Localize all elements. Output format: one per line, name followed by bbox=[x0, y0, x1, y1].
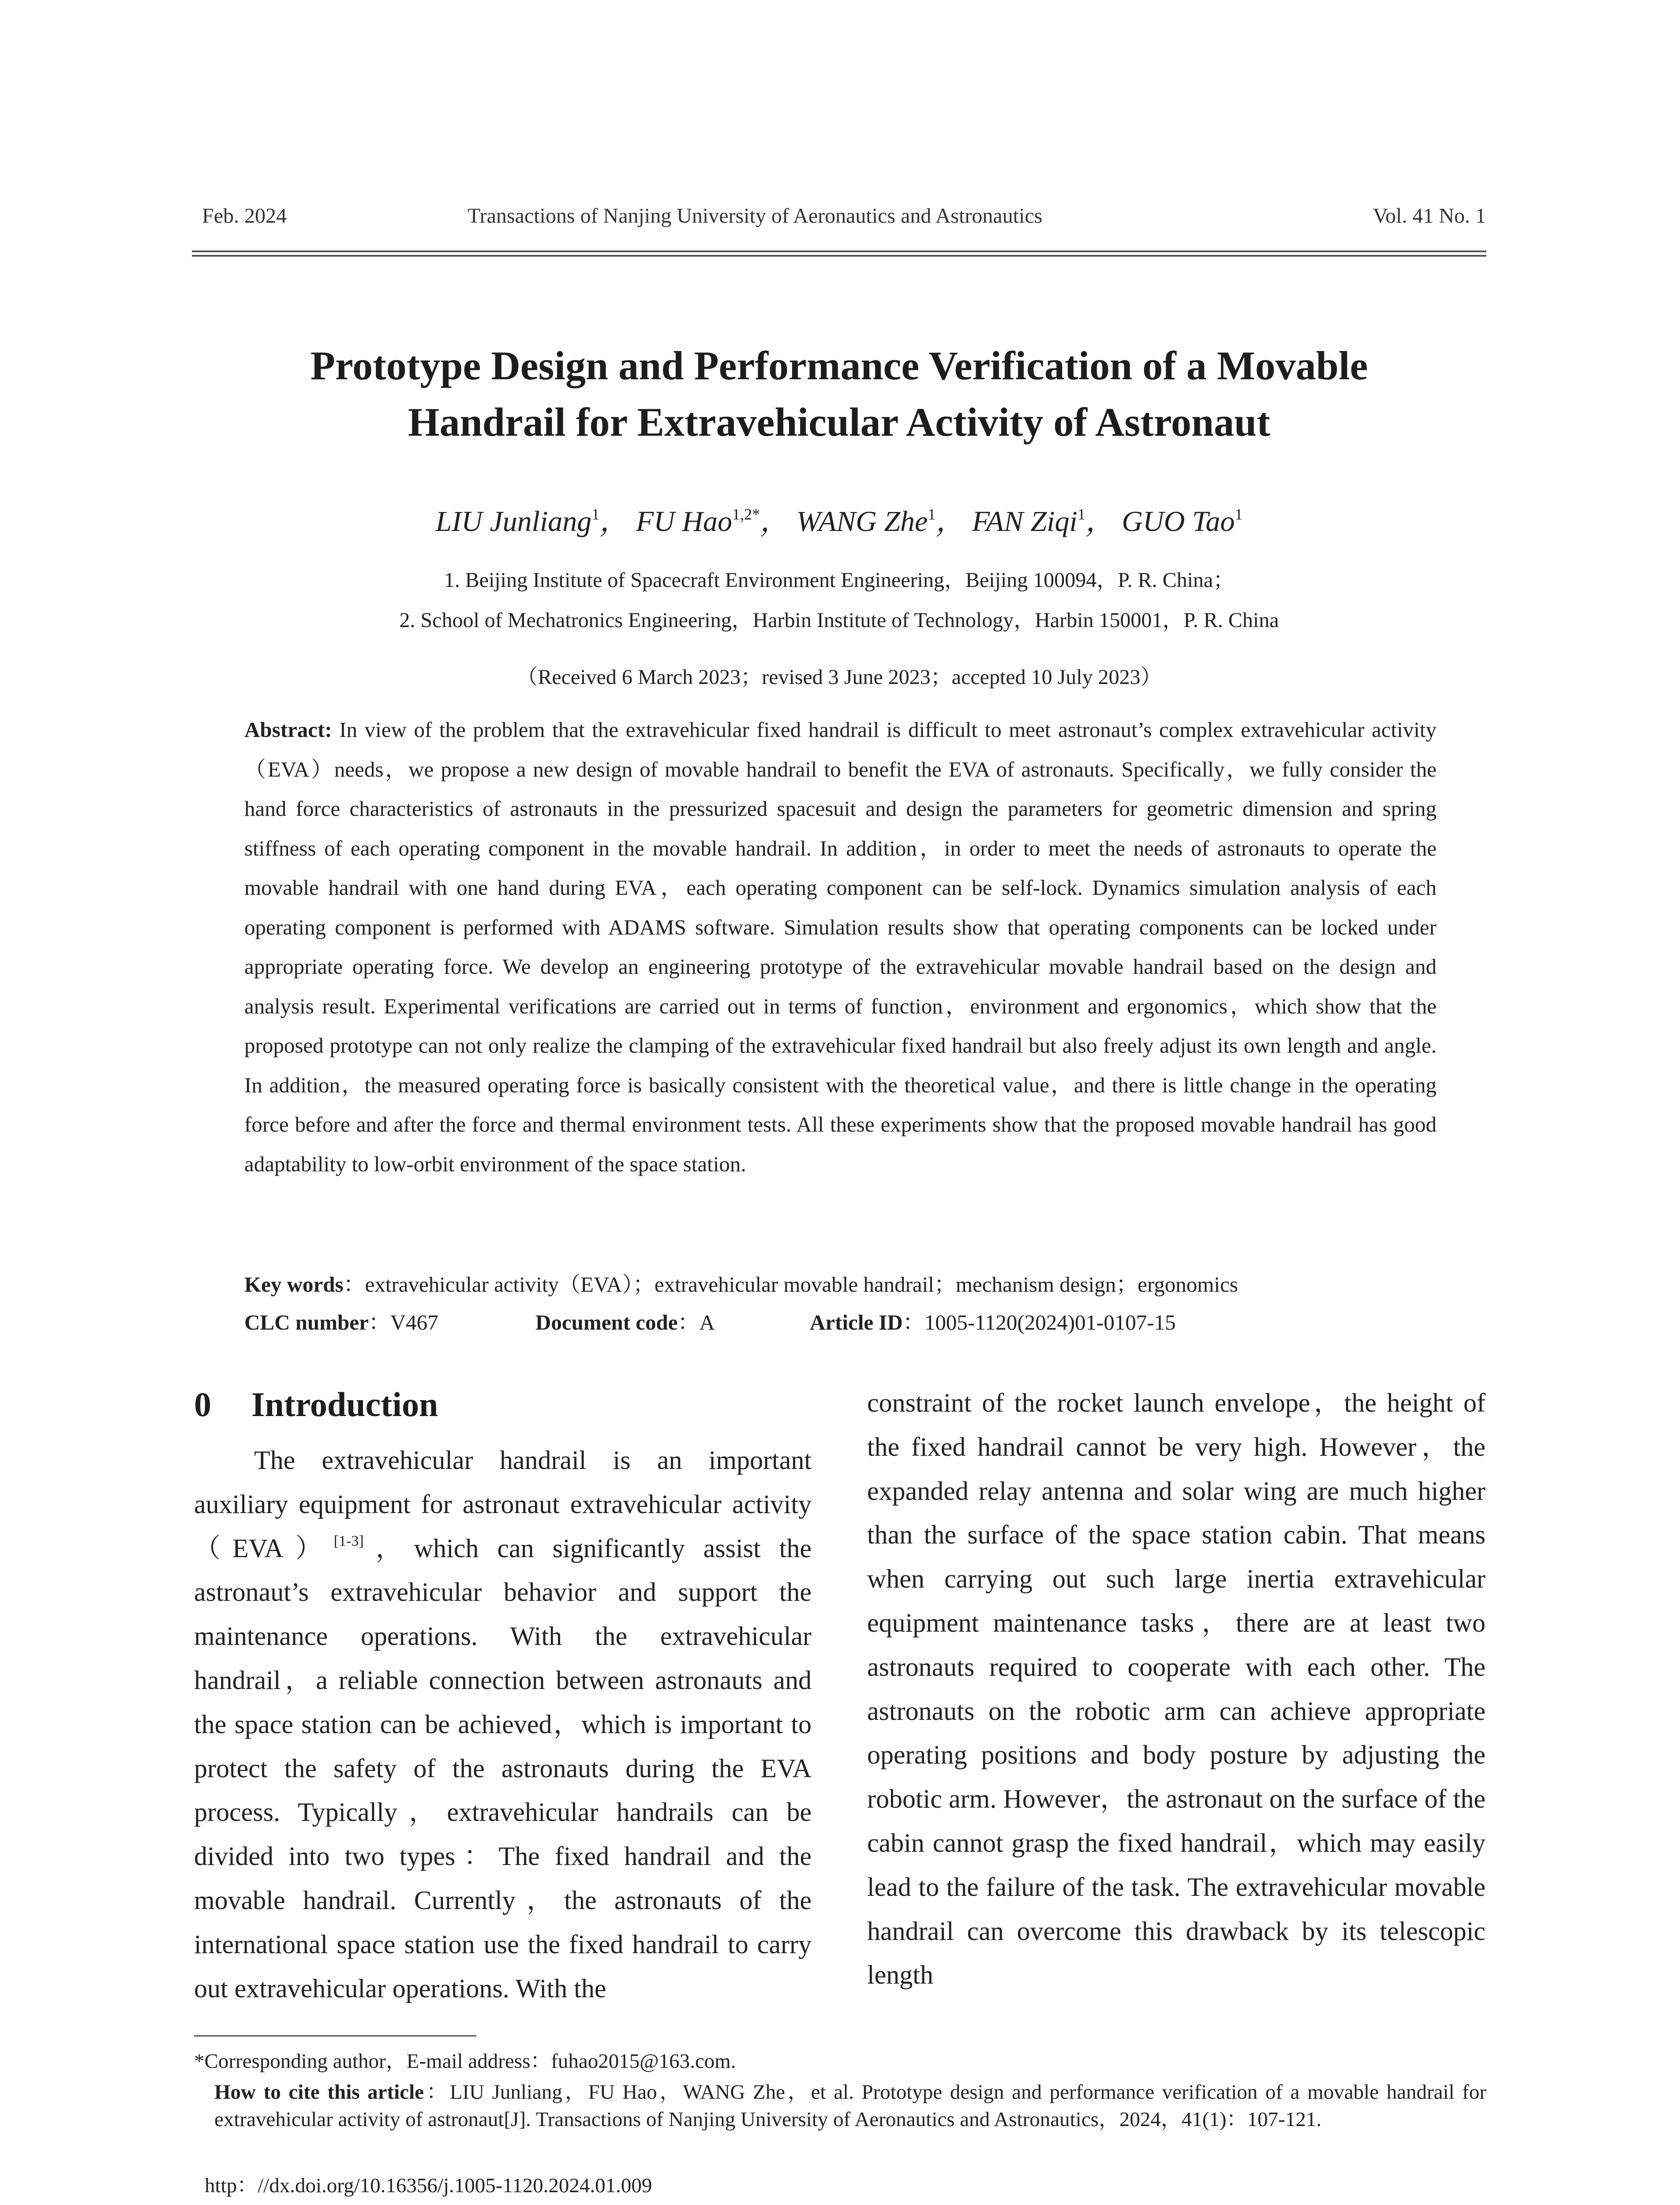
author-affiliation-mark: 1 bbox=[591, 505, 600, 523]
doc-code-label: Document code bbox=[535, 1310, 678, 1334]
keywords-colon: ： bbox=[343, 1272, 365, 1297]
keywords-label: Key words bbox=[244, 1272, 344, 1297]
title-line-1: Prototype Design and Performance Verification of a Movable bbox=[310, 343, 1368, 388]
clc-value: ：V467 bbox=[368, 1310, 438, 1334]
header-rule-bottom bbox=[192, 255, 1486, 257]
intro-text-part-1: The extravehicular handrail is an important auxiliary equipment for astronaut extravehicular activity（EVA） bbox=[194, 1446, 812, 1563]
author-list bbox=[192, 497, 1486, 539]
citation-note bbox=[214, 2078, 1486, 2133]
document-code bbox=[535, 1305, 715, 1336]
author-name: FU Hao bbox=[636, 505, 732, 538]
footnote-rule bbox=[194, 2035, 476, 2037]
cite-label: How to cite this article bbox=[214, 2081, 424, 2104]
section-number: 0 bbox=[194, 1385, 211, 1424]
intro-right-column bbox=[867, 1381, 1485, 1997]
author-separator: ， bbox=[599, 505, 629, 538]
intro-text-part-2: ，which can significantly assist the astronaut’s extravehicular behavior and support the maintenance operations. With the extravehicular handrail，a reliable connection between astronauts and the space station can be achieved，which is important to protect the safety of the astronauts during the EVA process. Typically，extravehicular handrails can be divided into two types：The fixed handrail and the movable handrail. Currently，the astronauts of the international space station use the fixed handrail to carry out extravehicular operations. With the bbox=[194, 1533, 812, 2003]
author-separator: ， bbox=[760, 505, 789, 538]
author-name: GUO Tao bbox=[1122, 505, 1235, 538]
section-title: Introduction bbox=[251, 1385, 438, 1424]
abstract-label: Abstract: bbox=[244, 718, 332, 742]
paper-title bbox=[192, 337, 1486, 450]
received-dates: （Received 6 March 2023；revised 3 June 2023；accepted 10 July 2023） bbox=[516, 665, 1162, 689]
affiliation-1: 1. Beijing Institute of Spacecraft Environment Engineering，Beijing 100094，P. R. China； bbox=[444, 568, 1235, 592]
abstract bbox=[244, 710, 1437, 1184]
citation-mark: [1-3] bbox=[333, 1532, 364, 1549]
article-id bbox=[810, 1305, 1176, 1336]
article-id-value: ：1005-1120(2024)01-0107-15 bbox=[902, 1310, 1176, 1334]
doi-link[interactable]: http：//dx.doi.org/10.16356/j.1005-1120.2024.01.009 bbox=[205, 2174, 652, 2197]
clc-label: CLC number bbox=[244, 1310, 369, 1334]
author-affiliation-mark: 1 bbox=[1077, 505, 1085, 523]
header-volume: Vol. 41 No. 1 bbox=[1373, 204, 1486, 228]
abstract-text: In view of the problem that the extravehicular fixed handrail is difficult to meet astronaut’s complex extravehicular activity（EVA）needs，we propose a new design of movable handrail to benefit the EVA of astronauts. Specifically，we fully consider the hand force characteristics of astronauts in the pressurized spacesuit and design the parameters for geometric dimension and spring stiffness of each operating component in the movable handrail. In addition，in order to meet the needs of astronauts to operate the movable handrail with one hand during EVA，each operating component can be self-lock. Dynamics simulation analysis of each operating component is performed with ADAMS software. Simulation results show that operating components can be locked under appropriate operating force. We develop an engineering prototype of the extravehicular movable handrail based on the design and analysis result. Experimental verifications are carried out in terms of function，environment and ergonomics，which show that the proposed prototype can not only realize the clamping of the extravehicular fixed handrail but also freely adjust its own length and angle. In addition，the measured operating force is basically consistent with the theoretical value，and there is little change in the operating force before and after the force and thermal environment tests. All these experiments show that the proposed movable handrail has good adaptability to low-orbit environment of the space station. bbox=[244, 718, 1437, 1176]
doc-code-value: ：A bbox=[677, 1310, 715, 1334]
author-separator: ， bbox=[935, 505, 965, 538]
article-id-label: Article ID bbox=[810, 1310, 903, 1334]
intro-continued-paragraph: constraint of the rocket launch envelope，the height of the fixed handrail cannot be very high. However，the expanded relay antenna and solar wing are much higher than the surface of the space station cabin. That means when carrying out such large inertia extravehicular equipment maintenance tasks，there are at least two astronauts required to cooperate with each other. The astronauts on the robotic arm can achieve appropriate operating positions and body posture by adjusting the robotic arm. However，the astronaut on the surface of the cabin cannot grasp the fixed handrail，which may easily lead to the failure of the task. The extravehicular movable handrail can overcome this drawback by its telescopic length bbox=[867, 1388, 1485, 1990]
intro-paragraph bbox=[194, 1439, 812, 2011]
header-rule-top bbox=[192, 250, 1486, 252]
author-affiliation-mark: 1 bbox=[928, 505, 936, 523]
keywords-text: extravehicular activity（EVA）；extravehicular movable handrail；mechanism design；ergonomics bbox=[365, 1272, 1238, 1297]
author-affiliation-mark: 1,2* bbox=[732, 505, 760, 523]
author-name: LIU Junliang bbox=[435, 505, 592, 538]
title-line-2: Handrail for Extravehicular Activity of Astronaut bbox=[408, 400, 1270, 445]
header-journal: Transactions of Nanjing University of Aeronautics and Astronautics bbox=[468, 204, 1043, 228]
author-name: WANG Zhe bbox=[796, 505, 928, 538]
section-heading bbox=[194, 1385, 438, 1424]
corresponding-author-note: *Corresponding author，E-mail address：fuhao2015@163.com. bbox=[194, 2050, 736, 2073]
header-date: Feb. 2024 bbox=[202, 204, 287, 228]
intro-left-column bbox=[194, 1439, 812, 2011]
author-separator: ， bbox=[1085, 505, 1115, 538]
cite-text: ：LIU Junliang，FU Hao，WANG Zhe，et al. Prototype design and performance verification of a movable handrail for extravehicular activity of astronaut[J]. Transactions of Nanjing University of Aeronautics and Astronautics，2024，41(1)：107-121. bbox=[214, 2081, 1486, 2131]
keywords bbox=[244, 1267, 1437, 1298]
affiliation-2: 2. School of Mechatronics Engineering，Harbin Institute of Technology，Harbin 150001，P. R. China bbox=[399, 609, 1279, 632]
author-affiliation-mark: 1 bbox=[1235, 505, 1243, 523]
author-name: FAN Ziqi bbox=[972, 505, 1078, 538]
